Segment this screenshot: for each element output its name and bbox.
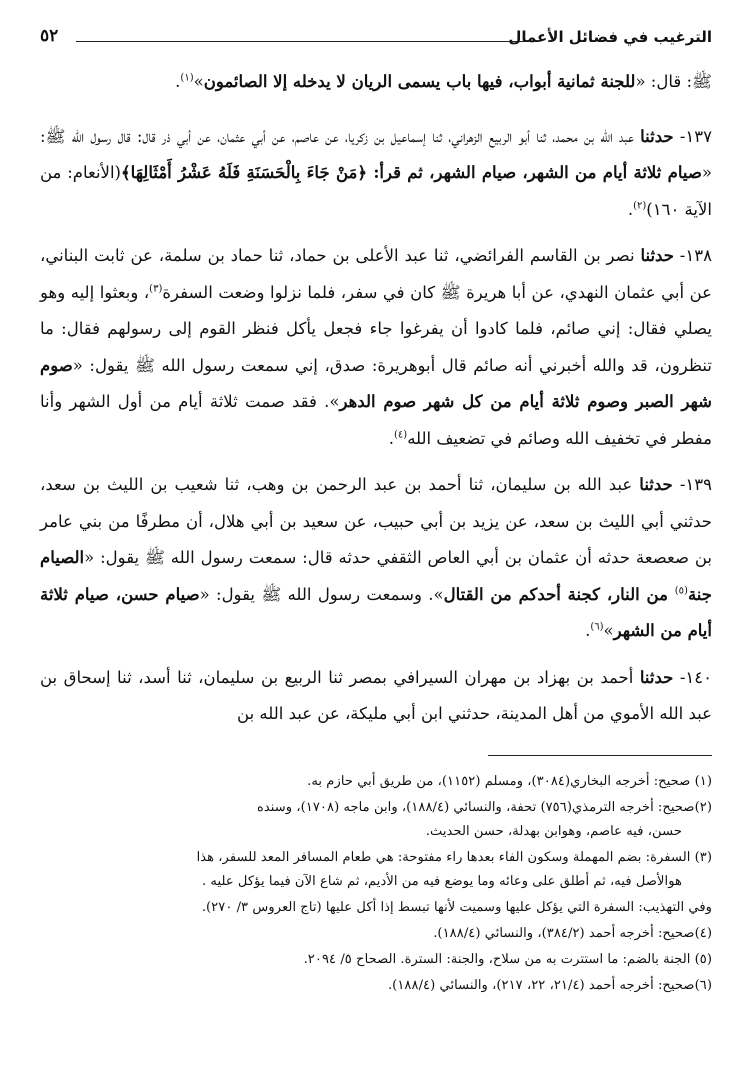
footnote-text: صحيح: أخرجه أحمد (٣٨٤/٢)، والنسائي (١٨٨/٤). (433, 925, 695, 941)
hadith-text: (الأنعام: من الآية ١٦٠) (40, 163, 712, 219)
footnote-ref[interactable]: (٦) (590, 621, 604, 633)
hadith-number: ١٣٧- (673, 126, 712, 146)
footnote-label: (٢) (694, 799, 712, 815)
footnote-3-extra (40, 896, 712, 920)
hadith-137 (40, 119, 712, 229)
hadith-text: عبد الله بن سليمان، ثنا أحمد بن عبد الرحمن بن وهب، ثنا شعيب بن الليث بن سعد، حدثني أبي الليث بن سعد، عن يزيد بن أبي حبيب، عن سعيد بن أبي هلال، أن مطرفًا من بني عامر بن صعصعة حدثه أن عثمان بن أبي العاص الثقفي حدثه قال: سمعت رسول الله ﷺ يقول: « (40, 475, 712, 567)
footnote-text: السفرة: بضم المهملة وسكون الفاء بعدها راء مفتوحة: هي طعام المسافر المعد للسفر، هذا (196, 849, 695, 865)
document-page (40, 22, 712, 998)
hadith-bold: صيام ثلاثة أيام من الشهر، صيام الشهر، ثم قرأ: ﴿مَنْ جَاءَ بِالْحَسَنَةِ فَلَهُ عَشْرُ أَمْثَالِهَا﴾ (121, 163, 702, 182)
hadith-138 (40, 238, 712, 457)
intro-suffix: » (193, 72, 204, 91)
footnote-ref[interactable]: (٥) (674, 585, 688, 596)
intro-prefix: ﷺ: قال: « (635, 72, 712, 91)
hadith-number: ١٣٨- (673, 246, 712, 265)
footnote-label: (١) (694, 773, 712, 789)
hadith-number: ١٣٩- (672, 475, 712, 494)
page-number: ٥٢ (40, 26, 59, 46)
hadith-bold: صوم شهر الصبر وصوم ثلاثة أيام من كل شهر صوم الدهر (40, 355, 712, 411)
hadith-bold: من النار، كجنة أحدكم من القتال (443, 584, 675, 604)
book-title: الترغيب في فضائل الأعمال (508, 28, 712, 46)
footnote-label: (٣) (694, 849, 712, 865)
hadith-lead: حدثنا (639, 475, 673, 494)
footnote-ref[interactable]: (١) (180, 72, 194, 84)
footnote-label: (٥) (694, 951, 712, 967)
hadith-bold: صيام حسن، صيام ثلاثة أيام من الشهر (40, 584, 712, 640)
footnote-ref[interactable]: (٢) (633, 200, 647, 211)
hadith-lead: حدثنا (640, 126, 674, 146)
header-rule (76, 41, 526, 42)
intro-end: . (175, 72, 181, 91)
footnote-label: (٤) (694, 925, 712, 941)
hadith-end: . (585, 621, 591, 640)
footnote-2 (40, 796, 712, 844)
hadith-lead: حدثنا (639, 667, 674, 687)
footnote-6 (40, 974, 712, 998)
footnote-text: وفي التهذيب: السفرة التي يؤكل عليها وسميت لأنها تبسط إذا أكل عليها (تاج العروس ٣/ ٢٧٠). (201, 899, 712, 915)
hadith-end: . (388, 428, 394, 448)
footnote-4 (40, 922, 712, 946)
hadith-text: ». فقد صمت ثلاثة أيام من أول الشهر وأنا مفطر في تخفيف الله وصائم في تضعيف الله (40, 392, 712, 448)
footnote-1 (40, 770, 712, 794)
hadith-140 (40, 660, 712, 733)
hadith-lead: حدثنا (640, 246, 674, 265)
hadith-text: ». وسمعت رسول الله ﷺ يقول: « (199, 584, 444, 604)
footnote-label: (٦) (694, 977, 712, 993)
hadith-end: . (627, 199, 634, 219)
footnote-continuation: هوالأصل فيه، ثم أطلق على وعائه وما يوضع فيه من الأديم، ثم شاع الآن فيما يؤكل عليه . (202, 873, 682, 889)
footnote-text: صحيح: أخرجه البخاري(٣٠٨٤)، ومسلم (١١٥٢)، من طريق أبي حازم به. (307, 773, 695, 789)
footnotes (40, 770, 712, 998)
footnote-continuation: حسن، فيه عاصم، وهوابن بهدلة، حسن الحديث. (425, 823, 682, 839)
intro-paragraph (40, 64, 712, 101)
hadith-text: ، وبعثوا إليه وهو يصلي فقال: إني صائم، فلما كادوا أن يفرغوا جاء فجعل يأكل فنظر القوم إلى رسولهم فقال: ما تنظرون، قد والله أخبرني أنه صائم قال أبوهريرة: صدق، إني سمعت رسول الله ﷺ يقول: « (40, 282, 712, 375)
hadith-text: أحمد بن بهزاد بن مهران السيرافي بمصر ثنا الربيع بن سليمان، ثنا أسد، ثنا إسحاق بن عبد الله الأموي من أهل المدينة، حدثني ابن أبي مليكة، عن عبد الله بن (40, 667, 712, 723)
intro-bold: للجنة ثمانية أبواب، فيها باب يسمى الريان لا يدخله إلا الصائمون (203, 72, 636, 91)
footnote-text: الجنة بالضم: ما استترت به من سلاح، والجنة: السترة. الصحاح ٥/ ٢٠٩٤. (303, 951, 695, 967)
footnote-3 (40, 846, 712, 894)
footnote-ref[interactable]: (٤) (394, 429, 408, 440)
running-header (40, 22, 712, 52)
footnote-text: صحيح: أخرجه أحمد (٢١/٤، ٢٢، ٢١٧)، والنسائي (١٨٨/٤). (387, 977, 695, 993)
hadith-text: نصر بن القاسم الفرائضي، ثنا عبد الأعلى بن حماد، ثنا حماد بن سلمة، عن ثابت البناني، عن أبي عثمان النهدي، عن أبا هريرة ﷺ كان في سفر، فلما نزلوا وضعت السفرة (40, 246, 712, 302)
hadith-bold: الصيام جنة (40, 548, 712, 604)
footnote-rule (488, 755, 712, 756)
hadith-139 (40, 467, 712, 650)
hadith-number: ١٤٠- (673, 667, 712, 687)
footnote-ref[interactable]: (٣) (149, 283, 163, 294)
footnote-5 (40, 948, 712, 972)
hadith-text: عبد الله بن محمد، ثنا أبو الربيع الزهراني، ثنا إسماعيل بن زكريا، عن عاصم، عن أبي عثمان، عن أبي ذر قال: قال رسول الله ﷺ: « (40, 126, 712, 182)
footnote-text: صحيح: أخرجه الترمذي(٧٥٦) تحفة، والنسائي (١٨٨/٤)، وابن ماجه (١٧٠٨)، وسنده (256, 799, 695, 815)
hadith-text: » (603, 621, 614, 640)
